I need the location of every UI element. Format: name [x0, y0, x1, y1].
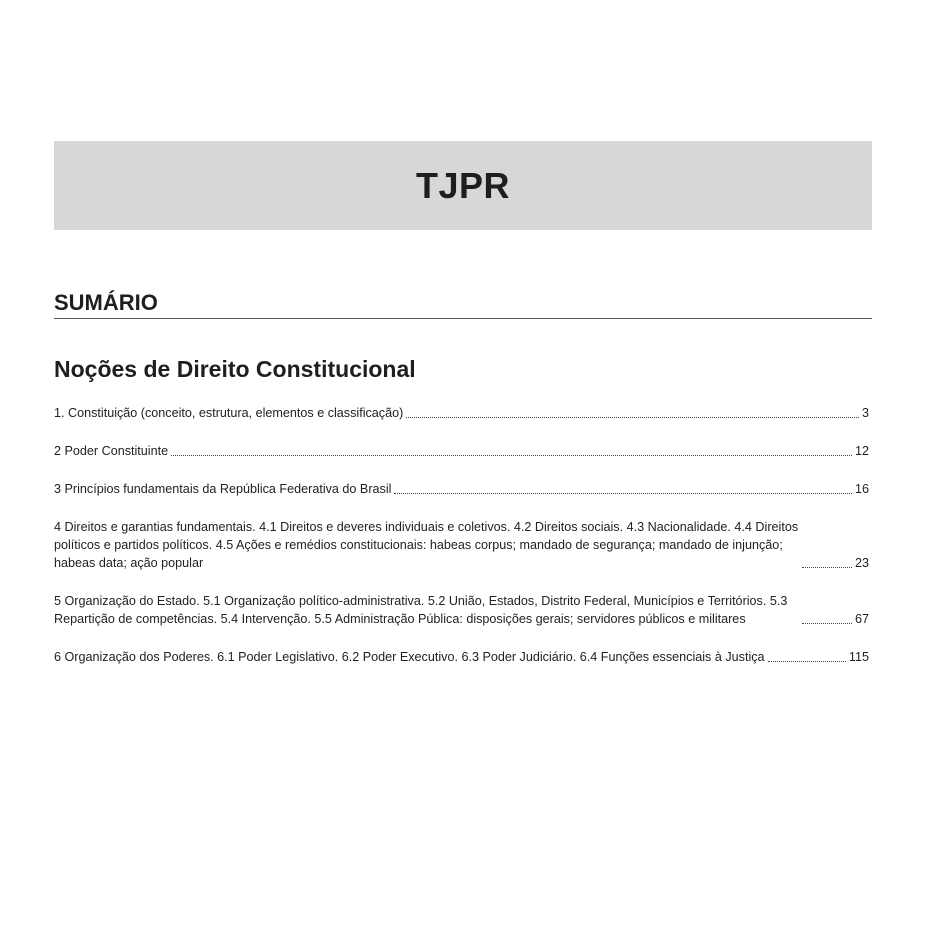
dot-leader: [802, 567, 852, 568]
section-title: Noções de Direito Constitucional: [54, 356, 416, 382]
toc-entry[interactable]: [54, 442, 869, 460]
summary-heading: [54, 290, 872, 319]
summary-title: SUMÁRIO: [54, 290, 158, 315]
toc-entry-page: 16: [854, 482, 869, 496]
toc-entry-text: 2 Poder Constituinte: [54, 444, 169, 458]
toc-entry-page: 67: [854, 612, 869, 626]
toc-entry-text: 3 Princípios fundamentais da República Federativa do Brasil: [54, 482, 392, 496]
title-banner: [54, 141, 872, 230]
section-heading: [54, 356, 872, 383]
toc-entry[interactable]: [54, 648, 869, 666]
toc-entry[interactable]: [54, 404, 869, 422]
dot-leader: [171, 455, 852, 456]
dot-leader: [768, 661, 846, 662]
toc-entry[interactable]: [54, 480, 869, 498]
toc-entry[interactable]: [54, 592, 869, 628]
banner-title: TJPR: [415, 164, 511, 206]
toc-entry-page: 115: [848, 650, 869, 664]
toc-entry-page: 12: [854, 444, 869, 458]
toc-entry[interactable]: [54, 518, 869, 572]
dot-leader: [394, 493, 852, 494]
toc-entry-text: 5 Organização do Estado. 5.1 Organização político-administrativa. 5.2 União, Estados, Distrito Federal, Municípios e Territórios. 5.3 Repartição de competências. 5.4 Intervenção. 5.5 Administração Pública: disposições gerais; servidores públicos e militares: [54, 594, 788, 626]
toc-entry-text: 1. Constituição (conceito, estrutura, elementos e classificação): [54, 406, 404, 420]
toc-entry-page: 23: [854, 556, 869, 570]
dot-leader: [802, 623, 852, 624]
toc-entry-text: 6 Organização dos Poderes. 6.1 Poder Legislativo. 6.2 Poder Executivo. 6.3 Poder Judiciário. 6.4 Funções essenciais à Justiça: [54, 650, 765, 664]
toc-entry-text: 4 Direitos e garantias fundamentais. 4.1 Direitos e deveres individuais e coletivos. 4.2 Direitos sociais. 4.3 Nacionalidade. 4.4 Direitos políticos e partidos políticos. 4.5 Ações e remédios constitucionais: habeas corpus; mandado de segurança; mandado de injunção; habeas data; ação popular: [54, 520, 799, 570]
dot-leader: [406, 417, 859, 418]
toc-entry-page: 3: [861, 406, 869, 420]
table-of-contents: [54, 404, 869, 686]
